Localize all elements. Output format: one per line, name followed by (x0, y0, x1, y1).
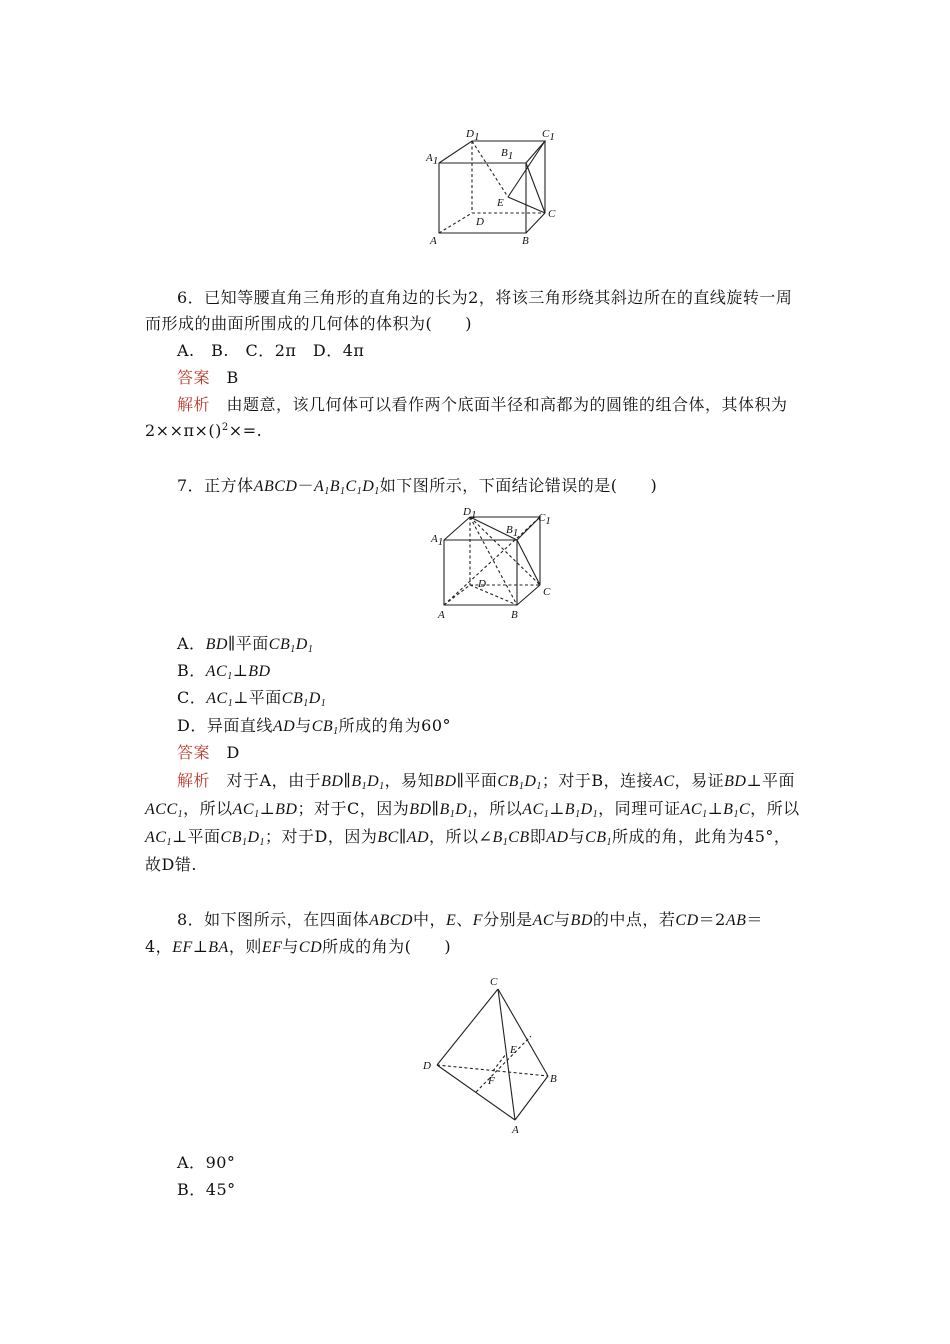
label-f: F (488, 1075, 495, 1087)
q7-analysis-line2: $ACC_1$，所以$AC_1\perp BD$；对于C，因为$BD\parallel B_1D_1$，所以$AC_1\perp B_1D_1$，同理可证$AC_1\perp B_1C$，所以 (145, 799, 800, 820)
label-c1: C1 (542, 128, 555, 143)
label-c: C (543, 586, 551, 598)
q7-answer (177, 743, 240, 763)
label-d: D (423, 1060, 431, 1072)
label-c: C (548, 208, 556, 220)
label-a1: A1 (426, 152, 439, 167)
q7-analysis-line3: $AC_1\perp$平面$CB_1D_1$；对于D，因为BC∥AD，所以$\angle B_1CB$即AD与$CB_1$所成的角，此角为45°， (145, 827, 791, 848)
figure-cube-e (420, 125, 570, 250)
label-c: C (490, 976, 498, 988)
label-a1: A1 (431, 533, 444, 548)
figure-cube-diagonals (425, 505, 565, 623)
q8-option-b: B．45° (177, 1180, 236, 1199)
label-d: D (478, 578, 486, 590)
label-c1: C1 (538, 512, 551, 527)
analysis-label: 解析 (177, 395, 211, 414)
q8-stem-line1: 8．如下图所示，在四面体ABCD中，E、F分别是AC与BD的中点，若CD＝2AB＝ (177, 910, 763, 929)
label-a: A (430, 235, 437, 247)
q6-analysis-line1: 解析 由题意，该几何体可以看作两个底面半径和高都为的圆锥的组合体，其体积为 (177, 395, 788, 414)
label-b: B (550, 1073, 557, 1085)
q7-option-d: D．异面直线AD与$CB_1$所成的角为60° (177, 716, 452, 737)
label-e: E (497, 197, 504, 209)
label-b1: B1 (501, 147, 514, 162)
q6-stem-line1: 6．已知等腰直角三角形的直角边的长为2，将该三角形绕其斜边所在的直线旋转一周 (177, 288, 793, 307)
label-a: A (438, 609, 445, 621)
q8-option-a: A．90° (177, 1153, 236, 1172)
label-a: A (512, 1124, 519, 1136)
q7-option-c: C．$AC_1\perp$平面$CB_1D_1$ (177, 688, 327, 709)
q8-stem-line2: 4，EF⊥BA，则EF与CD所成的角为( ) (145, 937, 452, 956)
label-b: B (522, 235, 529, 247)
q7-option-a: A．BD∥平面$CB_1D_1$ (177, 634, 314, 655)
q7-option-b: B．$AC_1\perp BD$ (177, 661, 271, 682)
q6-answer (177, 368, 239, 388)
q7-analysis-line4: 故D错. (145, 855, 197, 874)
answer-value: B (226, 368, 239, 387)
label-b: B (511, 609, 518, 621)
label-d1: D1 (466, 128, 480, 143)
label-e: E (510, 1044, 517, 1056)
answer-value: D (226, 743, 240, 762)
q6-stem-line2: 而形成的曲面所围成的几何体的体积为( ) (145, 314, 472, 333)
label-d1: D1 (463, 506, 477, 521)
label-d: D (476, 216, 484, 228)
answer-label: 答案 (177, 368, 211, 387)
analysis-label: 解析 (177, 771, 211, 790)
q6-options: A. B. C．2π D．4π (177, 341, 365, 360)
label-b1: B1 (506, 524, 519, 539)
q7-stem: 7．正方体$ABCD-A_1B_1C_1D_1$如下图所示，下面结论错误的是( ) (177, 476, 658, 497)
figure-tetrahedron (418, 972, 568, 1137)
q6-analysis-line2: 2××π×()$^2$×=. (145, 421, 263, 440)
q7-analysis-line1: 解析 对于A，由于$BD\parallel B_1D_1$，易知BD∥平面$CB_1D_1$；对于B，连接AC，易证BD⊥平面 (177, 771, 796, 792)
answer-label: 答案 (177, 743, 211, 762)
